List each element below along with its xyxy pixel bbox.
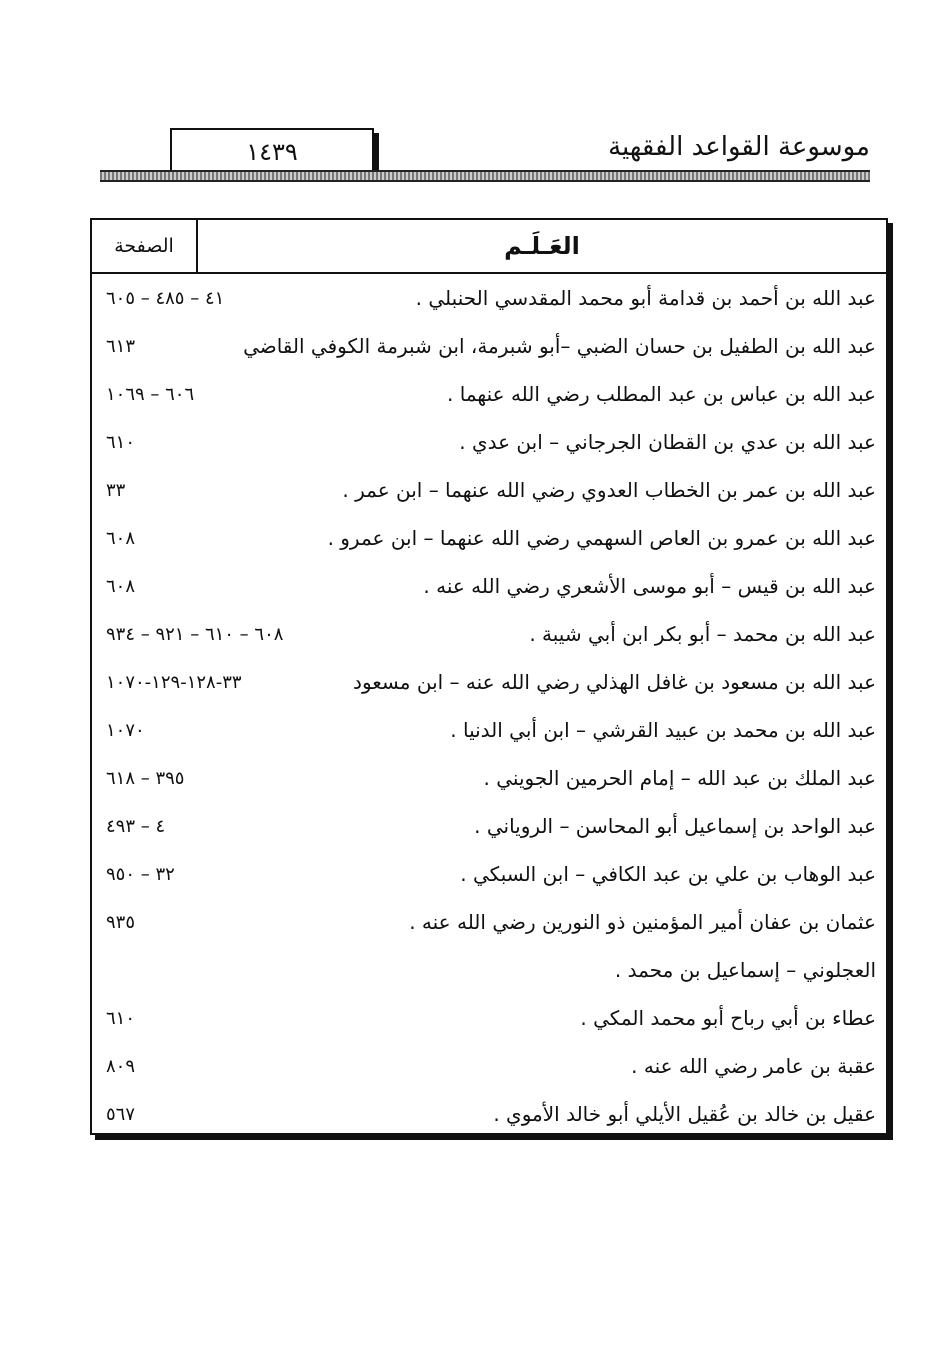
entry-name: العجلوني – إسماعيل بن محمد . — [614, 958, 876, 982]
entry-name: عقيل بن خالد بن عُقيل الأيلي أبو خالد الأموي . — [493, 1102, 876, 1126]
entry-pages: ٤ – ٤٩٣ — [106, 816, 166, 837]
entry-name: عبد الله بن عباس بن عبد المطلب رضي الله عنهما . — [447, 382, 876, 406]
entry-pages: ٥٦٧ — [106, 1104, 136, 1125]
entry-pages: ٦١٣ — [106, 336, 136, 357]
entry-name: عبد الله بن قيس – أبو موسى الأشعري رضي الله عنه . — [423, 574, 876, 598]
entry-pages: ٣٢ – ٩٥٠ — [106, 864, 175, 885]
entry-name: عبد الله بن عمر بن الخطاب العدوي رضي الله عنهما – ابن عمر . — [342, 478, 876, 502]
column-header-page: الصفحة — [114, 235, 174, 257]
table-row — [92, 904, 886, 952]
entry-name: عبد الله بن مسعود بن غافل الهذلي رضي الله عنه – ابن مسعود — [353, 670, 876, 694]
entry-pages: ٦٠٨ — [106, 528, 136, 549]
entry-pages: ٦١٠ — [106, 1008, 136, 1029]
entry-pages: ٦٠٨ — [106, 576, 136, 597]
page-number: ١٤٣٩ — [246, 138, 298, 166]
index-table — [90, 218, 888, 1135]
entry-name: عثمان بن عفان أمير المؤمنين ذو النورين رضي الله عنه . — [409, 910, 876, 934]
entry-name: عبد الله بن عمرو بن العاص السهمي رضي الله عنهما – ابن عمرو . — [327, 526, 876, 550]
table-row — [92, 472, 886, 520]
table-header — [92, 220, 886, 274]
table-row — [92, 1000, 886, 1048]
entry-name: عبد الله بن الطفيل بن حسان الضبي –أبو شبرمة، ابن شبرمة الكوفي القاضي — [243, 334, 876, 358]
entry-name: عبد الله بن محمد بن عبيد القرشي – ابن أبي الدنيا . — [450, 718, 876, 742]
entry-pages: ٣٩٥ – ٦١٨ — [106, 768, 185, 789]
table-row — [92, 808, 886, 856]
entry-pages: ٦٠٦ – ١٠٦٩ — [106, 384, 195, 405]
table-row — [92, 376, 886, 424]
entry-name: عبد الملك بن عبد الله – إمام الحرمين الجويني . — [483, 766, 876, 790]
page-number-box — [170, 128, 374, 176]
table-row — [92, 328, 886, 376]
entry-pages: ٣٣-١٢٨-١٢٩-١٠٧٠ — [106, 672, 242, 693]
entry-pages: ٩٣٥ — [106, 912, 136, 933]
entry-pages: ١٠٧٠ — [106, 720, 145, 741]
column-header-name: العَـلَـم — [196, 220, 886, 272]
header-rule — [100, 170, 870, 182]
table-row — [92, 712, 886, 760]
entry-name: عبد الله بن أحمد بن قدامة أبو محمد المقدسي الحنبلي . — [415, 286, 876, 310]
entry-pages: ٨٠٩ — [106, 1056, 136, 1077]
table-row — [92, 568, 886, 616]
table-row — [92, 616, 886, 664]
table-row — [92, 664, 886, 712]
entry-name: عقبة بن عامر رضي الله عنه . — [631, 1054, 876, 1078]
table-row — [92, 760, 886, 808]
table-body — [92, 280, 886, 1144]
book-title: موسوعة القواعد الفقهية — [608, 132, 870, 162]
entry-name: عبد الواحد بن إسماعيل أبو المحاسن – الروياني . — [474, 814, 876, 838]
entry-pages: ٤١ – ٤٨٥ – ٦٠٥ — [106, 288, 225, 309]
entry-pages: ٦١٠ — [106, 432, 136, 453]
entry-name: عبد الله بن محمد – أبو بكر ابن أبي شيبة . — [529, 622, 876, 646]
table-row — [92, 520, 886, 568]
table-row — [92, 424, 886, 472]
entry-name: عطاء بن أبي رباح أبو محمد المكي . — [580, 1006, 876, 1030]
table-row — [92, 1048, 886, 1096]
table-row — [92, 280, 886, 328]
entry-pages: ٦٠٨ – ٦١٠ – ٩٢١ – ٩٣٤ — [106, 624, 284, 645]
table-row — [92, 856, 886, 904]
page-header — [100, 128, 870, 176]
entry-name: عبد الله بن عدي بن القطان الجرجاني – ابن عدي . — [459, 430, 876, 454]
table-row — [92, 952, 886, 1000]
table-row — [92, 1096, 886, 1144]
entry-pages: ٣٣ — [106, 480, 126, 501]
entry-name: عبد الوهاب بن علي بن عبد الكافي – ابن السبكي . — [460, 862, 876, 886]
